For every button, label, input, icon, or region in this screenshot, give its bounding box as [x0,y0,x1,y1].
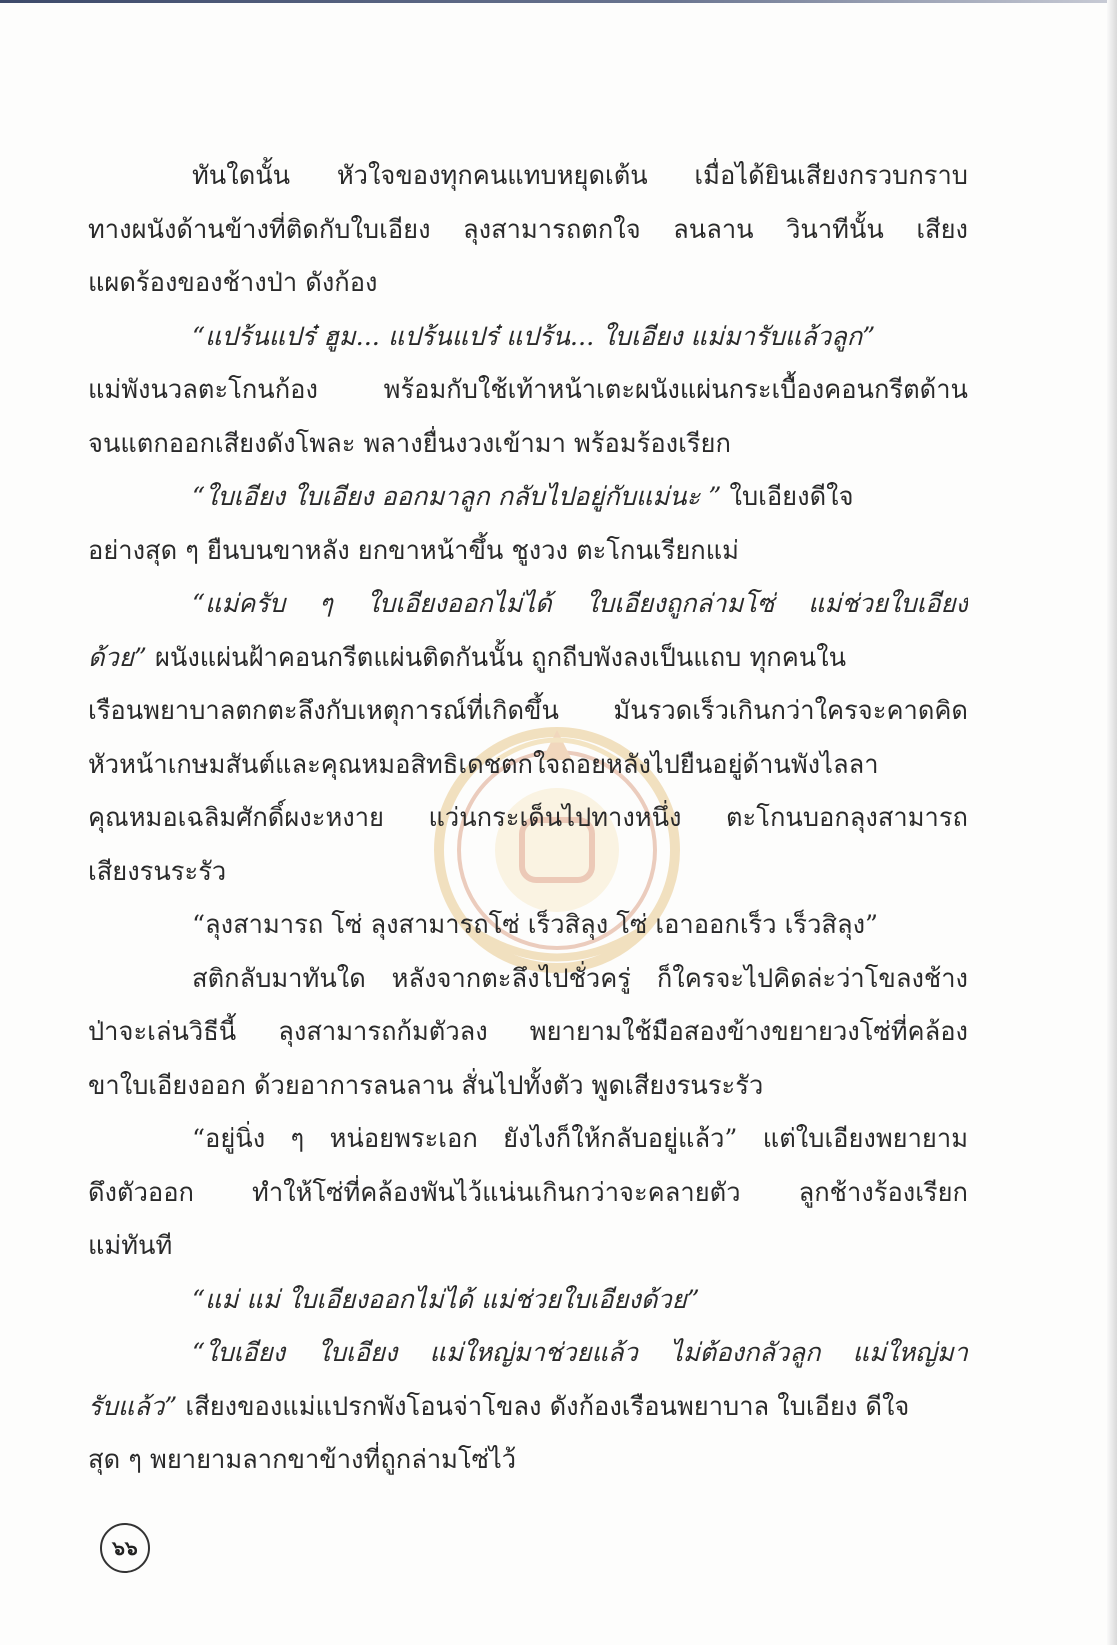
text-line: ขาใบเอียงออก ด้วยอาการลนลาน สั่นไปทั้งตัว พูดเสียงรนระรัว [88,1070,764,1101]
narration-span: ใบเอียงดีใจ [721,482,854,512]
text-line [88,1381,968,1435]
top-border [0,0,1117,3]
dialogue-span: ด้วย” [88,642,147,673]
text-line: ป่าจะเล่นวิธีนี้ ลุงสามารถก้มตัวลง พยายามใช้มือสองข้างขยายวงโซ่ที่คล้อง [88,1017,968,1047]
text-line: เสียงรนระรัว [88,856,227,887]
text-line: สติกลับมาทันใด หลังจากตะลึงไปชั่วครู่ ก็ใครจะไปคิดล่ะว่าโขลงช้าง [192,963,968,994]
text-line: จนแตกออกเสียงดังโพละ พลางยื่นงวงเข้ามา พร้อมร้องเรียก [88,428,731,459]
body-text [88,150,968,1488]
text-line: สุด ๆ พยายามลากขาข้างที่ถูกล่ามโซ่ไว้ [88,1445,517,1475]
dialogue-line: “อยู่นิ่ง ๆ หน่อยพระเอก ยังไงก็ให้กลับอยู่แล้ว” แต่ใบเอียงพยายาม [192,1124,968,1154]
narration-span: ผนังแผ่นฝ้าคอนกรีตแผ่นติดกันนั้น ถูกถีบพังลงเป็นแถบ ทุกคนใน [146,642,847,673]
text-line: แม่ทันที [88,1231,173,1261]
dialogue-span: “ใบเอียง ใบเอียง ออกมาลูก กลับไปอยู่กับแม่นะ ” [192,482,722,512]
text-line: ทันใดนั้น หัวใจของทุกคนแทบหยุดเต้น เมื่อได้ยินเสียงกรวบกราบ [192,161,968,191]
text-line [88,471,968,525]
dialogue-span: รับแล้ว” [88,1391,178,1422]
narration-span: เสียงของแม่แปรกพังโอนจ่าโขลง ดังก้องเรือนพยาบาล ใบเอียง ดีใจ [177,1391,910,1422]
dialogue-line: “แม่ แม่ ใบเอียงออกไม่ได้ แม่ช่วยใบเอียงด้วย” [192,1284,700,1315]
dialogue-line: “ใบเอียง ใบเอียง แม่ใหญ่มาช่วยแล้ว ไม่ต้องกลัวลูก แม่ใหญ่มา [192,1338,968,1368]
text-line: เรือนพยาบาลตกตะลึงกับเหตุการณ์ที่เกิดขึ้น มันรวดเร็วเกินกว่าใครจะคาดคิด [88,696,968,726]
dialogue-line: “ลุงสามารถ โซ่ ลุงสามารถโซ่ เร็วสิลุง โซ่ เอาออกเร็ว เร็วสิลุง” [192,910,879,940]
text-line: ทางผนังด้านข้างที่ติดกับใบเอียง ลุงสามารถตกใจ ลนลาน วินาทีนั้น เสียง [88,214,968,245]
text-line: แผดร้องของช้างป่า ดังก้อง [88,268,378,298]
text-line: แม่พังนวลตะโกนก้อง พร้อมกับใช้เท้าหน้าเตะผนังแผ่นกระเบื้องคอนกรีตด้าน [88,375,968,405]
dialogue-line: “แปร้นแปร๋ ฮูม... แปร้นแปร๋ แปร้น... ใบเอียง แม่มารับแล้วลูก” [192,321,876,352]
text-line: หัวหน้าเกษมสันต์และคุณหมอสิทธิเดชตกใจถอยหลังไปยืนอยู่ด้านพังไลลา [88,749,879,780]
text-line: ดึงตัวออก ทำให้โซ่ที่คล้องพันไว้แน่นเกินกว่าจะคลายตัว ลูกช้างร้องเรียก [88,1177,968,1208]
page-edge-shadow [1107,0,1117,1645]
page-number: ๖๖ [100,1523,150,1573]
text-line [88,632,968,686]
text-line: อย่างสุด ๆ ยืนบนขาหลัง ยกขาหน้าขึ้น ชูงวง ตะโกนเรียกแม่ [88,535,739,566]
text-line: คุณหมอเฉลิมศักดิ์ผงะหงาย แว่นกระเด็นไปทางหนึ่ง ตะโกนบอกลุงสามารถ [88,803,968,833]
dialogue-line: “แม่ครับ ๆ ใบเอียงออกไม่ได้ ใบเอียงถูกล่ามโซ่ แม่ช่วยใบเอียง [192,589,968,619]
